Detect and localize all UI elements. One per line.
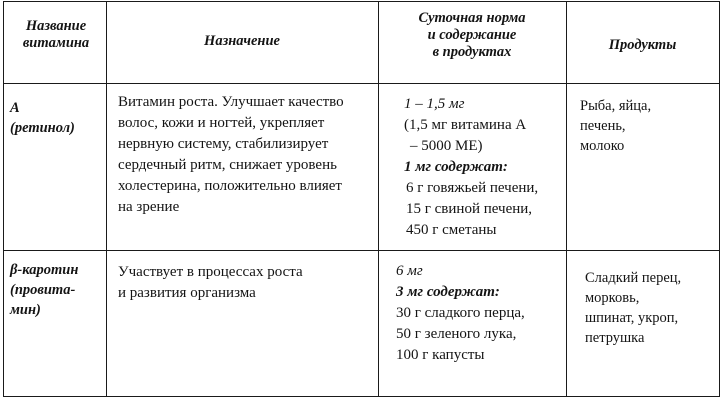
header-daily-norm-line: Суточная норма: [418, 10, 526, 26]
column-divider: [566, 1, 567, 397]
norm-note-line: – 5000 МЕ): [410, 138, 483, 154]
product-line: Сладкий перец,: [585, 270, 682, 286]
purpose-line: Витамин роста. Улучшает качество: [118, 94, 344, 110]
header-daily-norm-line: в продуктах: [432, 44, 512, 60]
product-line: морковь,: [585, 290, 640, 306]
product-line: петрушка: [585, 330, 645, 346]
column-divider: [378, 1, 379, 397]
daily-norm: [396, 261, 525, 366]
column-divider: [106, 1, 107, 397]
contains-line: 450 г сметаны: [406, 222, 497, 238]
header-purpose: Назначение: [204, 33, 280, 49]
vitamin-name-line: A: [10, 100, 20, 116]
contains-line: 15 г свиной печени,: [406, 201, 533, 217]
header-daily-norm-line: и содержание: [427, 27, 517, 43]
contains-label: 1 мг содержат:: [404, 159, 508, 175]
purpose-line: на зрение: [118, 199, 180, 215]
vitamin-name-line: (ретинол): [10, 120, 75, 136]
vitamin-purpose: [118, 92, 344, 218]
norm-note-line: (1,5 мг витамина А: [404, 117, 527, 133]
header-vitamin-name: [10, 18, 102, 52]
vitamin-name-line: β-каротин: [10, 262, 79, 278]
vitamin-name-line: мин): [10, 302, 41, 318]
purpose-line: и развития организма: [118, 285, 256, 301]
product-line: Рыба, яйца,: [580, 98, 652, 114]
table-left-border: [3, 1, 4, 397]
contains-label: 3 мг содержат:: [396, 284, 500, 300]
norm-value: 6 мг: [396, 263, 423, 279]
header-products: Продукты: [608, 37, 677, 53]
header-vitamin-name-line: Название: [25, 18, 87, 34]
contains-line: 50 г зеленого лука,: [396, 326, 517, 342]
table-right-border: [719, 1, 720, 397]
vitamin-name: [10, 98, 75, 138]
header-vitamin-name-line: витамина: [22, 35, 90, 51]
purpose-line: Участвует в процессах роста: [118, 264, 303, 280]
products: [585, 268, 681, 348]
header-bottom-border: [3, 83, 720, 84]
products: [580, 96, 651, 156]
table-bottom-border: [3, 396, 720, 397]
purpose-line: волос, кожи и ногтей, укрепляет: [118, 115, 325, 131]
daily-norm: [404, 94, 538, 241]
product-line: печень,: [580, 118, 626, 134]
vitamin-name: [10, 260, 78, 320]
product-line: шпинат, укроп,: [585, 310, 679, 326]
vitamin-purpose: [118, 262, 303, 304]
purpose-line: холестерина, положительно влияет: [118, 178, 342, 194]
row-divider: [3, 250, 720, 251]
purpose-line: нервную систему, стабилизирует: [118, 136, 329, 152]
contains-line: 100 г капусты: [396, 347, 485, 363]
contains-line: 6 г говяжьей печени,: [406, 180, 539, 196]
norm-value: 1 – 1,5 мг: [404, 96, 465, 112]
vitamin-name-line: (провита-: [10, 282, 76, 298]
product-line: молоко: [580, 138, 625, 154]
table-top-border: [3, 1, 720, 2]
contains-line: 30 г сладкого перца,: [396, 305, 525, 321]
header-daily-norm: [382, 10, 562, 61]
purpose-line: сердечный ритм, снижает уровень: [118, 157, 337, 173]
